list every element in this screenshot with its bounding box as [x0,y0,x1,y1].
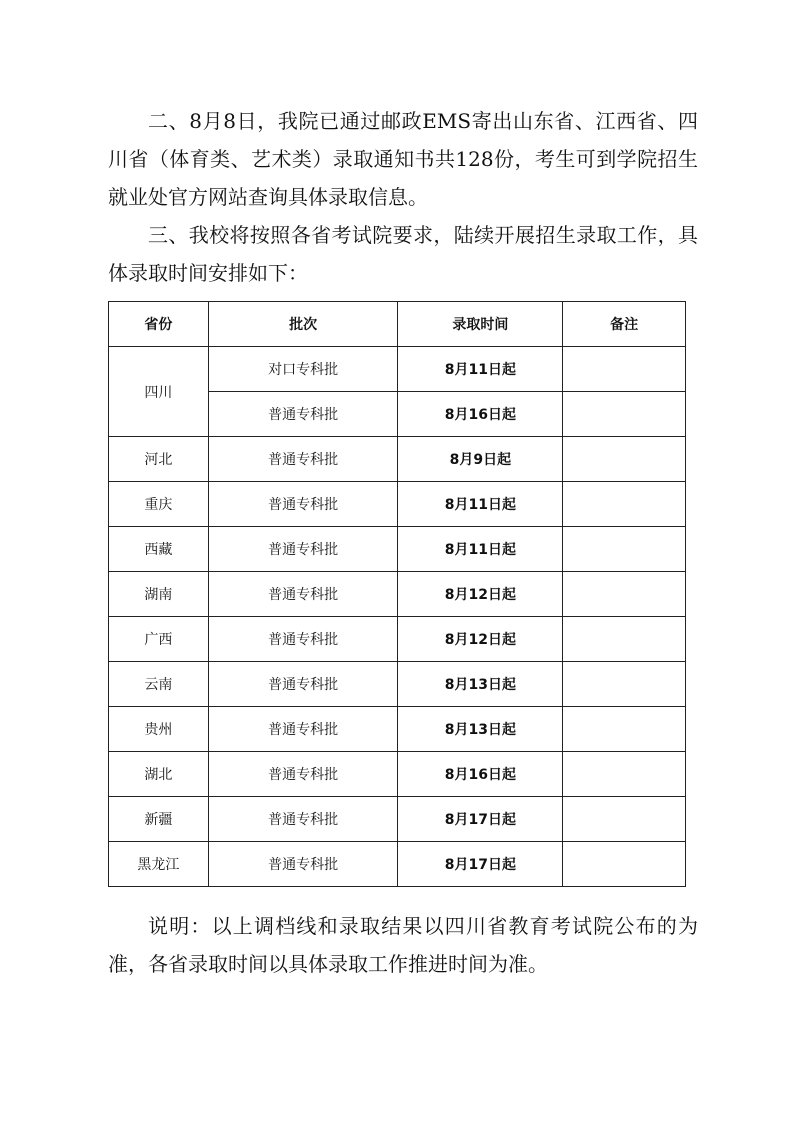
province-cell: 四川 [109,347,209,437]
province-cell: 新疆 [109,797,209,842]
province-cell: 贵州 [109,707,209,752]
batch-cell: 对口专科批 [208,347,398,392]
table-row [109,797,686,842]
header-time: 录取时间 [398,302,563,347]
paragraph-two [108,102,698,216]
table-row [109,707,686,752]
remark-cell [563,842,686,887]
time-cell: 8月17日起 [398,842,563,887]
batch-cell: 普通专科批 [208,617,398,662]
province-cell: 湖南 [109,572,209,617]
remark-cell [563,347,686,392]
batch-cell: 普通专科批 [208,797,398,842]
batch-cell: 普通专科批 [208,482,398,527]
batch-cell: 普通专科批 [208,752,398,797]
batch-cell: 普通专科批 [208,842,398,887]
time-cell: 8月9日起 [398,437,563,482]
time-cell: 8月13日起 [398,707,563,752]
table-header-row [109,302,686,347]
header-batch: 批次 [208,302,398,347]
note-paragraph [108,907,698,983]
batch-cell: 普通专科批 [208,662,398,707]
remark-cell [563,392,686,437]
remark-cell [563,797,686,842]
province-cell: 广西 [109,617,209,662]
paragraph-three [108,216,698,292]
table-row [109,347,686,392]
time-cell: 8月12日起 [398,617,563,662]
province-cell: 河北 [109,437,209,482]
time-cell: 8月16日起 [398,752,563,797]
province-cell: 湖北 [109,752,209,797]
time-cell: 8月12日起 [398,572,563,617]
province-cell: 重庆 [109,482,209,527]
batch-cell: 普通专科批 [208,572,398,617]
batch-cell: 普通专科批 [208,707,398,752]
province-cell: 云南 [109,662,209,707]
remark-cell [563,662,686,707]
remark-cell [563,482,686,527]
time-cell: 8月11日起 [398,347,563,392]
table-row [109,527,686,572]
time-cell: 8月16日起 [398,392,563,437]
time-cell: 8月11日起 [398,527,563,572]
remark-cell [563,572,686,617]
table-row [109,842,686,887]
remark-cell [563,617,686,662]
table-row [109,662,686,707]
paragraph-two-text: 二、8月8日，我院已通过邮政EMS寄出山东省、江西省、四川省（体育类、艺术类）录取通知书共128份，考生可到学院招生就业处官方网站查询具体录取信息。 [108,109,698,209]
table-row [109,572,686,617]
province-cell: 西藏 [109,527,209,572]
header-remark: 备注 [563,302,686,347]
time-cell: 8月11日起 [398,482,563,527]
table-row [109,482,686,527]
batch-cell: 普通专科批 [208,527,398,572]
remark-cell [563,752,686,797]
header-province: 省份 [109,302,209,347]
table-row [109,617,686,662]
table-row [109,752,686,797]
admission-schedule-table [108,301,686,887]
remark-cell [563,437,686,482]
time-cell: 8月13日起 [398,662,563,707]
batch-cell: 普通专科批 [208,437,398,482]
time-cell: 8月17日起 [398,797,563,842]
table-row [109,437,686,482]
remark-cell [563,527,686,572]
batch-cell: 普通专科批 [208,392,398,437]
province-cell: 黑龙江 [109,842,209,887]
paragraph-three-text: 三、我校将按照各省考试院要求，陆续开展招生录取工作，具体录取时间安排如下： [108,223,698,285]
note-text: 说明：以上调档线和录取结果以四川省教育考试院公布的为准，各省录取时间以具体录取工作推进时间为准。 [108,914,698,976]
remark-cell [563,707,686,752]
